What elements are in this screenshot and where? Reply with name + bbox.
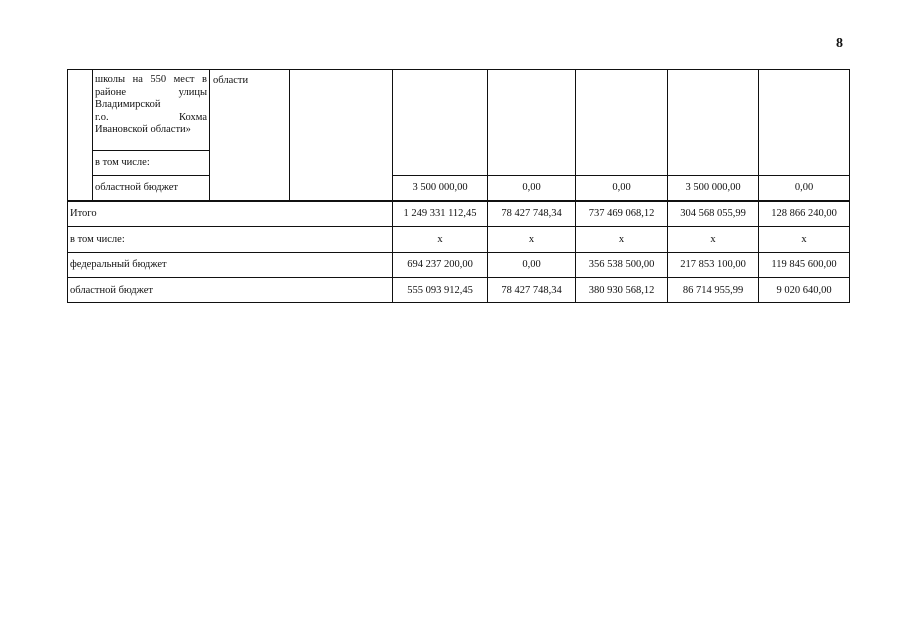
table-right-border — [849, 69, 850, 303]
column-divider — [289, 69, 290, 201]
including-value: х — [437, 234, 443, 245]
object-description-line: Ивановской области» — [95, 124, 191, 135]
regional-sub-value: 3 500 000,00 — [412, 182, 468, 193]
including-value: х — [710, 234, 716, 245]
regional-value: 78 427 748,34 — [501, 285, 562, 296]
total-value: 304 568 055,99 — [680, 208, 746, 219]
table-top-border — [67, 69, 850, 70]
regional-budget-label: областной бюджет — [70, 285, 153, 296]
table-left-border — [67, 69, 68, 303]
regional-budget-sub-label: областной бюджет — [95, 182, 178, 193]
including-value: х — [528, 234, 535, 245]
total-value: 128 866 240,00 — [771, 208, 837, 219]
column-divider — [209, 69, 210, 201]
regional-value: 9 020 640,00 — [776, 285, 832, 296]
federal-value: 356 538 500,00 — [588, 259, 655, 270]
total-value: 78 427 748,34 — [501, 208, 562, 219]
in-total-sub-label: в том числе: — [95, 157, 150, 168]
including-value: х — [618, 234, 625, 245]
federal-value: 694 237 200,00 — [407, 259, 473, 270]
federal-value: 0,00 — [522, 259, 541, 270]
object-description-line: районе улицы — [95, 86, 207, 98]
row-divider — [92, 150, 209, 151]
regional-value: 86 714 955,99 — [682, 285, 744, 296]
row-divider — [67, 252, 850, 253]
object-description-line: г.о. Кохма — [95, 111, 207, 123]
federal-value: 119 845 600,00 — [771, 259, 837, 270]
row-divider — [392, 175, 850, 176]
region-cell: области — [213, 75, 249, 86]
total-value: 737 469 068,12 — [588, 208, 655, 219]
regional-sub-value: 0,00 — [522, 182, 541, 193]
table-bottom-border — [67, 302, 850, 303]
including-row-label: в том числе: — [70, 234, 125, 245]
regional-value: 555 093 912,45 — [407, 285, 473, 296]
regional-sub-value: 3 500 000,00 — [685, 182, 741, 193]
total-value: 1 249 331 112,45 — [403, 208, 477, 219]
total-row-label: Итого — [70, 208, 97, 219]
object-description-line: школы на 550 мест в — [95, 74, 207, 85]
federal-value: 217 853 100,00 — [680, 259, 746, 270]
regional-value: 380 930 568,12 — [588, 285, 655, 296]
row-divider — [67, 277, 850, 278]
including-value: х — [801, 234, 807, 245]
row-divider — [67, 200, 850, 202]
federal-budget-label: федеральный бюджет — [70, 259, 167, 270]
row-divider — [92, 175, 209, 176]
row-divider — [67, 226, 850, 227]
regional-sub-value: 0,00 — [612, 182, 631, 193]
object-description-line: Владимирской — [95, 99, 161, 110]
page-number: 8 — [836, 36, 843, 51]
object-description — [95, 74, 207, 137]
regional-sub-value: 0,00 — [794, 182, 814, 193]
column-divider — [92, 69, 93, 201]
